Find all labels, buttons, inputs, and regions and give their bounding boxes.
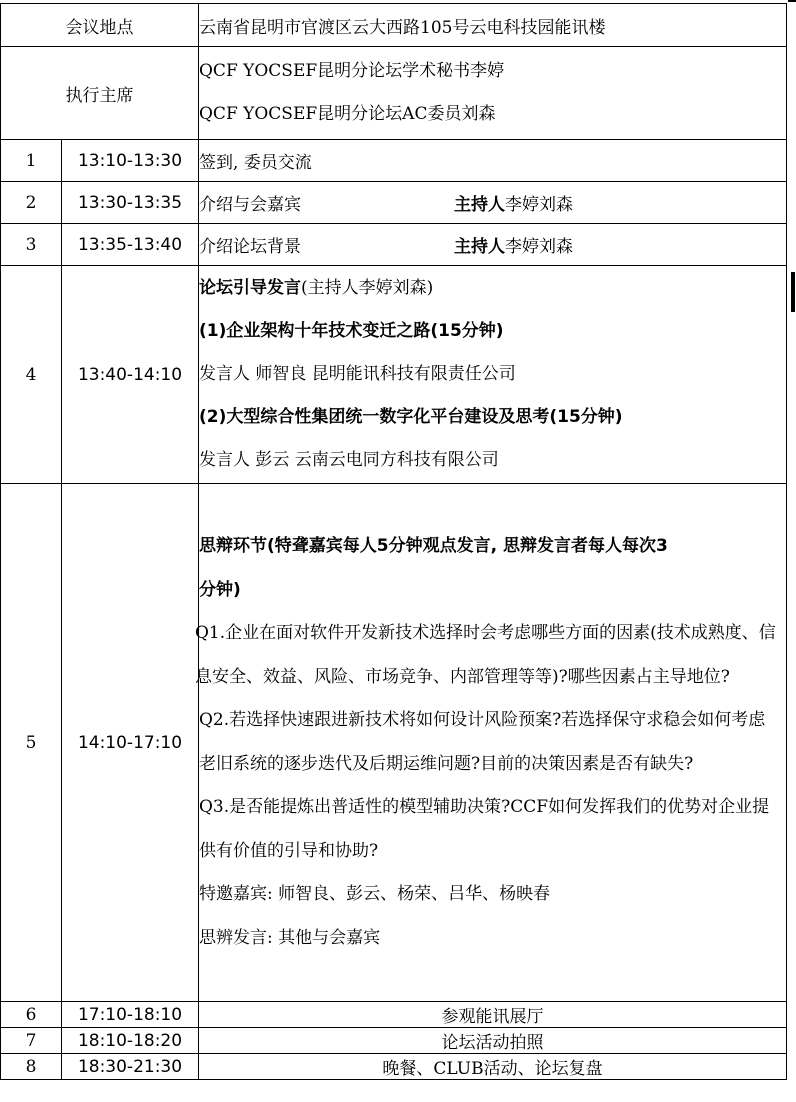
forum-intro-title: 论坛引导发言(主持人李婷刘森) bbox=[199, 278, 434, 298]
row-number: 5 bbox=[1, 484, 62, 1002]
row-time: 13:40-14:10 bbox=[62, 266, 199, 484]
host-label: 主持人 bbox=[454, 195, 505, 215]
talk-1-speaker: 发言人 师智良 昆明能讯科技有限责任公司 bbox=[199, 364, 516, 384]
row-time: 14:10-17:10 bbox=[62, 484, 199, 1002]
row-number: 1 bbox=[1, 140, 62, 182]
table-row bbox=[1, 224, 787, 266]
question-2: Q2.若选择快速跟进新技术将如何设计风险预案?若选择保守求稳会如何考虑老旧系统的逐步迭代及后期运维问题?目前的决策因素是否有缺失? bbox=[199, 710, 766, 774]
row-text: 介绍论坛背景 bbox=[199, 237, 301, 257]
talk-2-title: (2)大型综合性集团统一数字化平台建设及思考(15分钟) bbox=[199, 407, 623, 427]
host-label: 主持人 bbox=[454, 237, 505, 257]
edge-mark bbox=[791, 272, 795, 312]
chair-line-1: QCF YOCSEF昆明分论坛学术秘书李婷 bbox=[199, 61, 505, 81]
talk-2-speaker: 发言人 彭云 云南云电同方科技有限公司 bbox=[199, 450, 499, 470]
question-1: Q1.企业在面对软件开发新技术选择时会考虑哪些方面的因素(技术成熟度、信息安全、效益、风险、市场竞争、内部管理等等)?哪些因素占主导地位? bbox=[195, 623, 776, 687]
host-names: 李婷刘森 bbox=[505, 195, 573, 215]
row-number: 8 bbox=[1, 1054, 62, 1080]
table-row bbox=[1, 1054, 787, 1080]
venue-value: 云南省昆明市官渡区云大西路105号云电科技园能讯楼 bbox=[199, 4, 787, 47]
table-row bbox=[1, 266, 787, 484]
table-row bbox=[1, 1028, 787, 1054]
row-number: 4 bbox=[1, 266, 62, 484]
chair-label: 执行主席 bbox=[1, 47, 199, 140]
chair-row bbox=[1, 47, 787, 140]
row-time: 13:10-13:30 bbox=[62, 140, 199, 182]
debaters: 思辨发言: 其他与会嘉宾 bbox=[199, 927, 381, 948]
row-time: 13:35-13:40 bbox=[62, 224, 199, 266]
invited-guests: 特邀嘉宾: 师智良、彭云、杨荣、吕华、杨映春 bbox=[199, 884, 551, 904]
row-text: 参观能讯展厅 bbox=[199, 1002, 787, 1028]
agenda-table bbox=[0, 3, 787, 1080]
venue-label: 会议地点 bbox=[1, 4, 199, 47]
chair-line-2: QCF YOCSEF昆明分论坛AC委员刘森 bbox=[199, 104, 496, 124]
row-number: 2 bbox=[1, 182, 62, 224]
host-names: 李婷刘森 bbox=[505, 237, 573, 257]
table-row bbox=[1, 140, 787, 182]
row-number: 6 bbox=[1, 1002, 62, 1028]
question-3: Q3.是否能提炼出普适性的模型辅助决策?CCF如何发挥我们的优势对企业提供有价值的引导和协助? bbox=[199, 797, 770, 861]
row-number: 7 bbox=[1, 1028, 62, 1054]
debate-title: 思辩环节(特聋嘉宾每人5分钟观点发言, 思辩发言者每人每次3 bbox=[199, 536, 668, 556]
row-number: 3 bbox=[1, 224, 62, 266]
row-time: 18:30-21:30 bbox=[62, 1054, 199, 1080]
row-time: 13:30-13:35 bbox=[62, 182, 199, 224]
venue-row bbox=[1, 4, 787, 47]
row-time: 18:10-18:20 bbox=[62, 1028, 199, 1054]
table-row bbox=[1, 1002, 787, 1028]
row-time: 17:10-18:10 bbox=[62, 1002, 199, 1028]
row-text: 论坛活动拍照 bbox=[199, 1028, 787, 1054]
row-text: 晚餐、CLUB活动、论坛复盘 bbox=[199, 1054, 787, 1080]
row-text: 介绍与会嘉宾 bbox=[199, 195, 301, 215]
talk-1-title: (1)企业架构十年技术变迁之路(15分钟) bbox=[199, 321, 504, 341]
row-text: 签到, 委员交流 bbox=[199, 140, 787, 182]
corner-mark bbox=[788, 0, 796, 2]
debate-title-cont: 分钟) bbox=[199, 579, 241, 600]
table-row bbox=[1, 182, 787, 224]
table-row bbox=[1, 484, 787, 1002]
